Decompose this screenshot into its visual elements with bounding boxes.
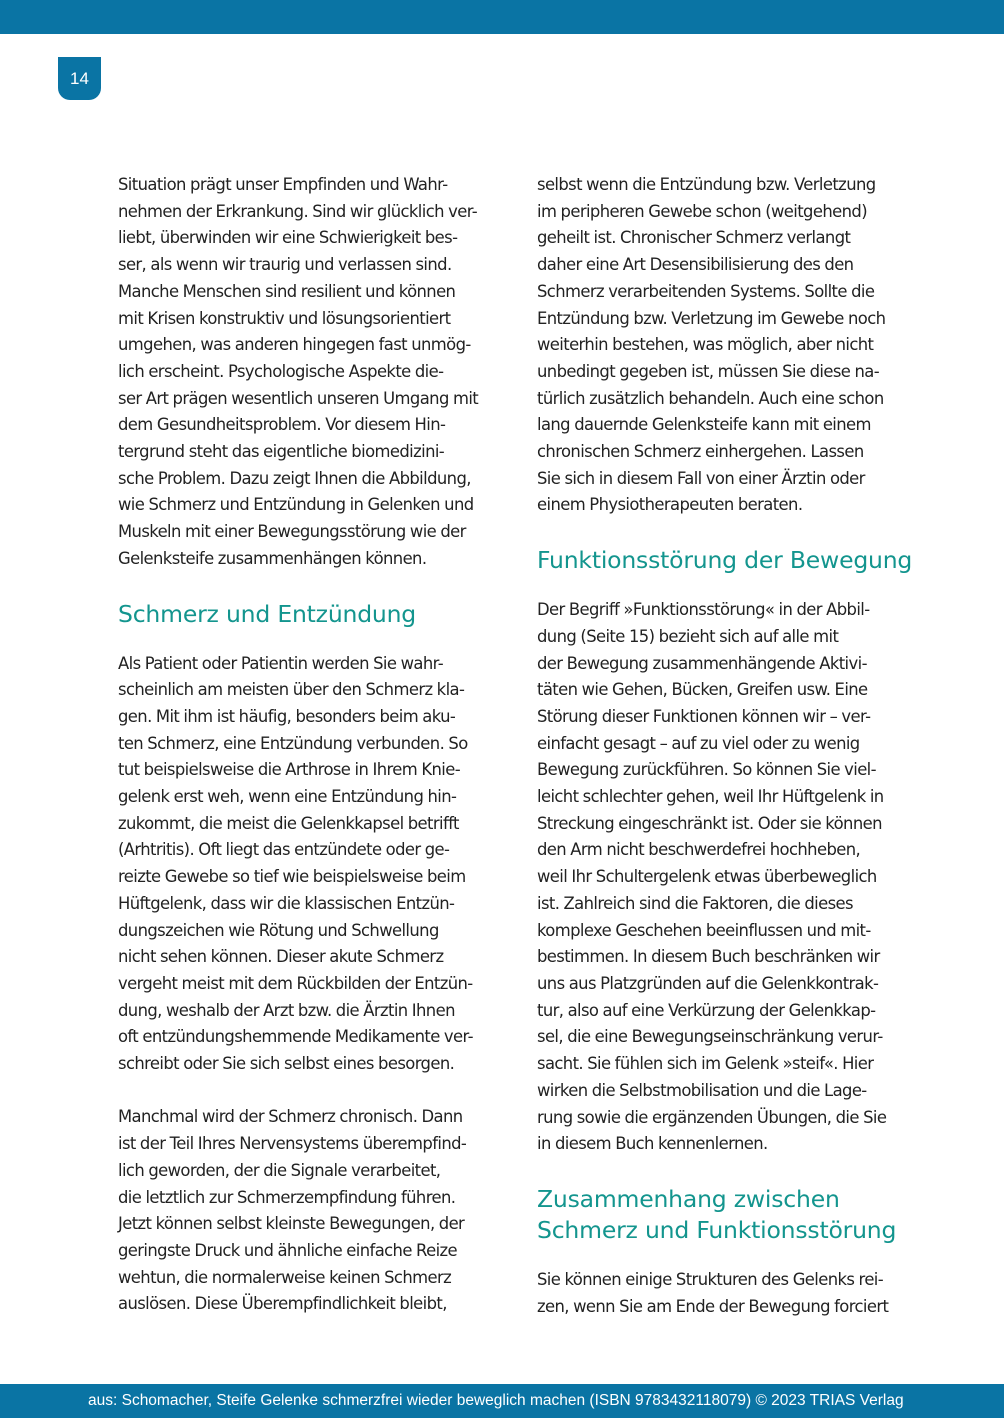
text-line: Manche Menschen sind resilient und können bbox=[118, 281, 456, 301]
text-line: dem Gesundheitsproblem. Vor diesem Hin- bbox=[118, 415, 446, 435]
text-line: lang dauernde Gelenksteife kann mit einem bbox=[537, 415, 871, 435]
text-line: Schmerz verarbeitenden Systems. Sollte die bbox=[537, 281, 875, 301]
text-line: wie Schmerz und Entzündung in Gelenken und bbox=[118, 495, 474, 515]
text-line: ist der Teil Ihres Nervensystems überempfind- bbox=[118, 1134, 467, 1154]
text-line: die letztlich zur Schmerzempfindung führen. bbox=[118, 1187, 456, 1207]
text-line: liebt, überwinden wir eine Schwierigkeit bes- bbox=[118, 228, 458, 248]
text-line: ser, als wenn wir traurig und verlassen sind. bbox=[118, 255, 452, 275]
text-line: wirken die Selbstmobilisation und die Lage- bbox=[537, 1080, 867, 1100]
text-line: ten Schmerz, eine Entzündung verbunden. So bbox=[118, 733, 468, 753]
text-line: umgehen, was anderen hingegen fast unmög- bbox=[118, 335, 471, 355]
text-line: gen. Mit ihm ist häufig, besonders beim aku- bbox=[118, 706, 456, 726]
text-line: zen, wenn Sie am Ende der Bewegung forciert bbox=[537, 1296, 889, 1316]
text-line: vergeht meist mit dem Rückbilden der Entzün- bbox=[118, 973, 473, 993]
text-line: Sie sich in diesem Fall von einer Ärztin oder bbox=[537, 468, 865, 488]
text-line: tergrund steht das eigentliche biomedizini- bbox=[118, 442, 445, 462]
text-line: den Arm nicht beschwerdefrei hochheben, bbox=[537, 840, 861, 860]
text-line: sacht. Sie fühlen sich im Gelenk »steif«. Hier bbox=[537, 1054, 874, 1074]
text-line: Gelenksteife zusammenhängen können. bbox=[118, 548, 427, 568]
text-line: Als Patient oder Patientin werden Sie wahr- bbox=[118, 653, 444, 673]
text-line: daher eine Art Desensibilisierung des den bbox=[537, 255, 854, 275]
text-line: Streckung eingeschränkt ist. Oder sie können bbox=[537, 813, 882, 833]
text-line: Störung dieser Funktionen können wir – ver- bbox=[537, 706, 871, 726]
text-line: gelenk erst weh, wenn eine Entzündung hin- bbox=[118, 787, 457, 807]
left-column bbox=[118, 172, 498, 1318]
text-line: auslösen. Diese Überempfindlichkeit bleibt, bbox=[118, 1294, 447, 1314]
text-line: täten wie Gehen, Bücken, Greifen usw. Eine bbox=[537, 680, 868, 700]
text-line: bestimmen. In diesem Buch beschränken wir bbox=[537, 947, 880, 967]
text-line: türlich zusätzlich behandeln. Auch eine schon bbox=[537, 388, 884, 408]
paragraph-pain-2 bbox=[118, 1104, 498, 1318]
text-line: zukommt, die meist die Gelenkkapsel betrifft bbox=[118, 813, 459, 833]
paragraph-continuation bbox=[537, 172, 917, 519]
text-line: einem Physiotherapeuten beraten. bbox=[537, 495, 803, 515]
text-line: wehtun, die normalerweise keinen Schmerz bbox=[118, 1267, 452, 1287]
text-line: rung sowie die ergänzenden Übungen, die Sie bbox=[537, 1107, 887, 1127]
text-line: einfacht gesagt – auf zu viel oder zu wenig bbox=[537, 733, 860, 753]
footer-citation: aus: Schomacher, Steife Gelenke schmerzfrei wieder beweglich machen (ISBN 9783432118079) © 2023 TRIAS Verlag bbox=[88, 1392, 904, 1409]
text-line: uns aus Platzgründen auf die Gelenkkontrak- bbox=[537, 973, 879, 993]
heading-zusammenhang bbox=[537, 1184, 917, 1246]
text-line: dung (Seite 15) bezieht sich auf alle mit bbox=[537, 626, 839, 646]
page-number: 14 bbox=[58, 57, 101, 100]
text-line: weiterhin bestehen, was möglich, aber nicht bbox=[537, 335, 874, 355]
text-line: tur, also auf eine Verkürzung der Gelenkkap- bbox=[537, 1000, 876, 1020]
text-line: selbst wenn die Entzündung bzw. Verletzung bbox=[537, 175, 876, 194]
text-line: Situation prägt unser Empfinden und Wahr- bbox=[118, 175, 448, 194]
text-line: geheilt ist. Chronischer Schmerz verlangt bbox=[537, 228, 851, 248]
text-line: Hüftgelenk, dass wir die klassischen Entzün- bbox=[118, 893, 455, 913]
text-line: lich erscheint. Psychologische Aspekte die- bbox=[118, 361, 444, 381]
text-line: reizte Gewebe so tief wie beispielsweise beim bbox=[118, 867, 466, 887]
text-line: Jetzt können selbst kleinste Bewegungen, der bbox=[118, 1214, 465, 1234]
text-line: sche Problem. Dazu zeigt Ihnen die Abbildung, bbox=[118, 468, 471, 488]
text-line: Bewegung zurückführen. So können Sie viel- bbox=[537, 760, 876, 780]
text-line: Entzündung bzw. Verletzung im Gewebe noch bbox=[537, 308, 886, 328]
text-line: ser Art prägen wesentlich unseren Umgang mit bbox=[118, 388, 479, 408]
text-line: nicht sehen können. Dieser akute Schmerz bbox=[118, 947, 444, 967]
text-line: tut beispielsweise die Arthrose in Ihrem Knie- bbox=[118, 760, 461, 780]
text-line: mit Krisen konstruktiv und lösungsorientiert bbox=[118, 308, 451, 328]
text-line: weil Ihr Schultergelenk etwas überbeweglich bbox=[537, 867, 877, 887]
text-line: lich geworden, der die Signale verarbeitet, bbox=[118, 1160, 441, 1180]
heading-schmerz-und-entzuendung: Schmerz und Entzündung bbox=[118, 599, 417, 628]
paragraph-pain-1 bbox=[118, 651, 498, 1078]
text-line: Der Begriff »Funktionsstörung« in der Abbil- bbox=[537, 600, 870, 620]
paragraph-relation bbox=[537, 1267, 917, 1320]
text-line: schreibt oder Sie sich selbst eines besorgen. bbox=[118, 1054, 455, 1074]
text-line: Sie können einige Strukturen des Gelenks rei- bbox=[537, 1269, 884, 1289]
paragraph-function bbox=[537, 597, 917, 1158]
text-line: dung, weshalb der Arzt bzw. die Ärztin Ihnen bbox=[118, 1000, 455, 1020]
text-line: ist. Zahlreich sind die Faktoren, die dieses bbox=[537, 893, 853, 913]
text-line: nehmen der Erkrankung. Sind wir glücklich ver- bbox=[118, 201, 478, 221]
text-line: geringste Druck und ähnliche einfache Reize bbox=[118, 1241, 458, 1260]
text-line: unbedingt gegeben ist, müssen Sie diese na- bbox=[537, 361, 880, 381]
right-column bbox=[537, 172, 917, 1320]
text-line: Zusammenhang zwischen bbox=[537, 1184, 840, 1213]
text-line: (Arhtritis). Oft liegt das entzündete oder ge- bbox=[118, 840, 450, 860]
text-line: Manchmal wird der Schmerz chronisch. Dann bbox=[118, 1107, 463, 1127]
text-line: Schmerz und Funktionsstörung bbox=[537, 1215, 897, 1244]
text-line: leicht schlechter gehen, weil Ihr Hüftgelenk in bbox=[537, 787, 884, 807]
text-line: komplexe Geschehen beeinflussen und mit- bbox=[537, 920, 871, 940]
text-line: in diesem Buch kennenlernen. bbox=[537, 1134, 768, 1154]
footer-bar bbox=[0, 1384, 1004, 1418]
text-line: oft entzündungshemmende Medikamente ver- bbox=[118, 1027, 473, 1047]
text-line: scheinlich am meisten über den Schmerz kla- bbox=[118, 680, 465, 700]
text-line: der Bewegung zusammenhängende Aktivi- bbox=[537, 653, 867, 673]
paragraph-intro bbox=[118, 172, 498, 573]
top-bar bbox=[0, 0, 1004, 34]
text-line: chronischen Schmerz einhergehen. Lassen bbox=[537, 442, 864, 462]
heading-funktionsstoerung: Funktionsstörung der Bewegung bbox=[537, 546, 913, 575]
text-line: dungszeichen wie Rötung und Schwellung bbox=[118, 920, 439, 940]
text-line: im peripheren Gewebe schon (weitgehend) bbox=[537, 201, 867, 221]
text-line: Muskeln mit einer Bewegungsstörung wie der bbox=[118, 522, 466, 542]
text-line: sel, die eine Bewegungseinschränkung verur- bbox=[537, 1027, 883, 1047]
